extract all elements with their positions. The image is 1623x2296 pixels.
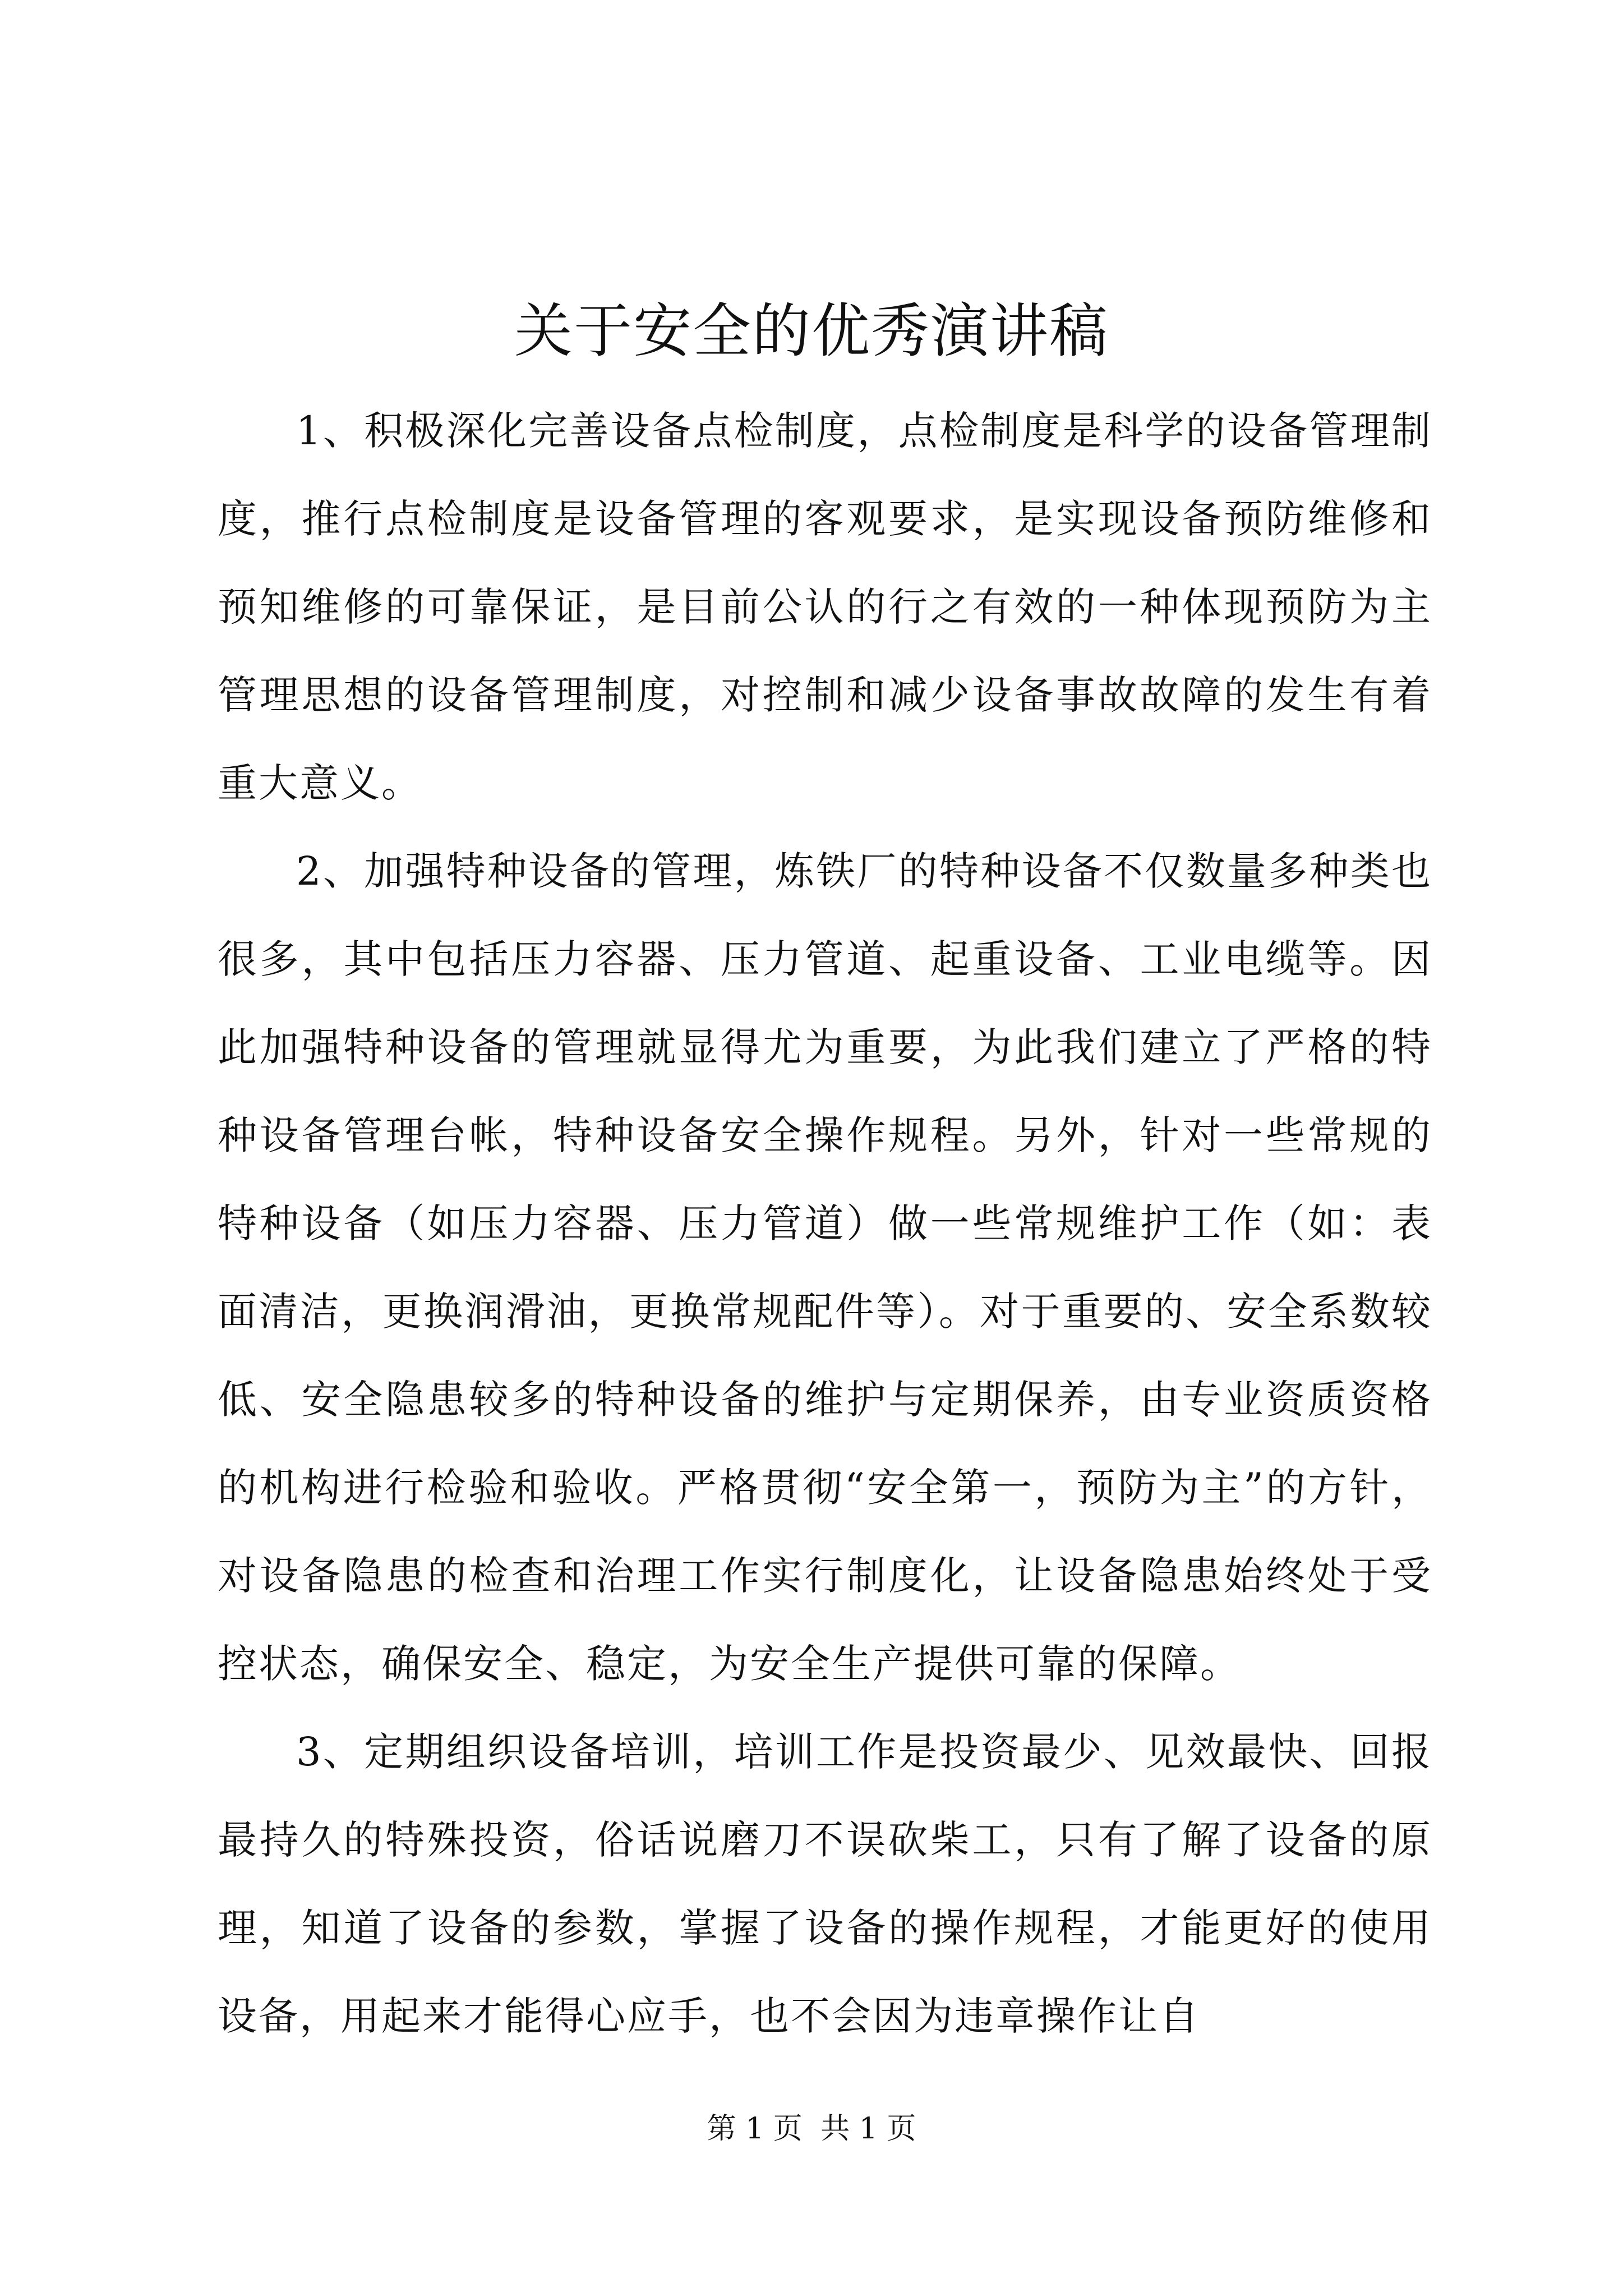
paragraph-3: 3、定期组织设备培训，培训工作是投资最少、见效最快、回报最持久的特殊投资，俗话说磨刀不误砍柴工，只有了解了设备的原理，知道了设备的参数，掌握了设备的操作规程，才能更好的使用设备，用起来才能得心应手，也不会因为违章操作让自 (218, 1729, 1432, 2039)
document-title: 关于安全的优秀演讲稿 (514, 297, 1109, 365)
page-total: 共 1 页 (820, 2112, 916, 2146)
page-number: 第 1 页 (707, 2112, 803, 2146)
paragraph-1: 1、积极深化完善设备点检制度，点检制度是科学的设备管理制度，推行点检制度是设备管理的客观要求，是实现设备预防维修和预知维修的可靠保证，是目前公认的行之有效的一种体现预防为主管理思想的设备管理制度，对控制和减少设备事故故障的发生有着重大意义。 (218, 408, 1432, 806)
page-footer (0, 2109, 1623, 2148)
document-body (218, 387, 1432, 2060)
paragraph-2: 2、加强特种设备的管理，炼铁厂的特种设备不仅数量多种类也很多，其中包括压力容器、压力管道、起重设备、工业电缆等。因此加强特种设备的管理就显得尤为重要，为此我们建立了严格的特种设备管理台帐，特种设备安全操作规程。另外，针对一些常规的特种设备（如压力容器、压力管道）做一些常规维护工作（如：表面清洁，更换润滑油，更换常规配件等）。对于重要的、安全系数较低、安全隐患较多的特种设备的维护与定期保养，由专业资质资格的机构进行检验和验收。严格贯彻“安全第一，预防为主”的方针，对设备隐患的检查和治理工作实行制度化，让设备隐患始终处于受控状态，确保安全、稳定，为安全生产提供可靠的保障。 (218, 848, 1432, 1687)
